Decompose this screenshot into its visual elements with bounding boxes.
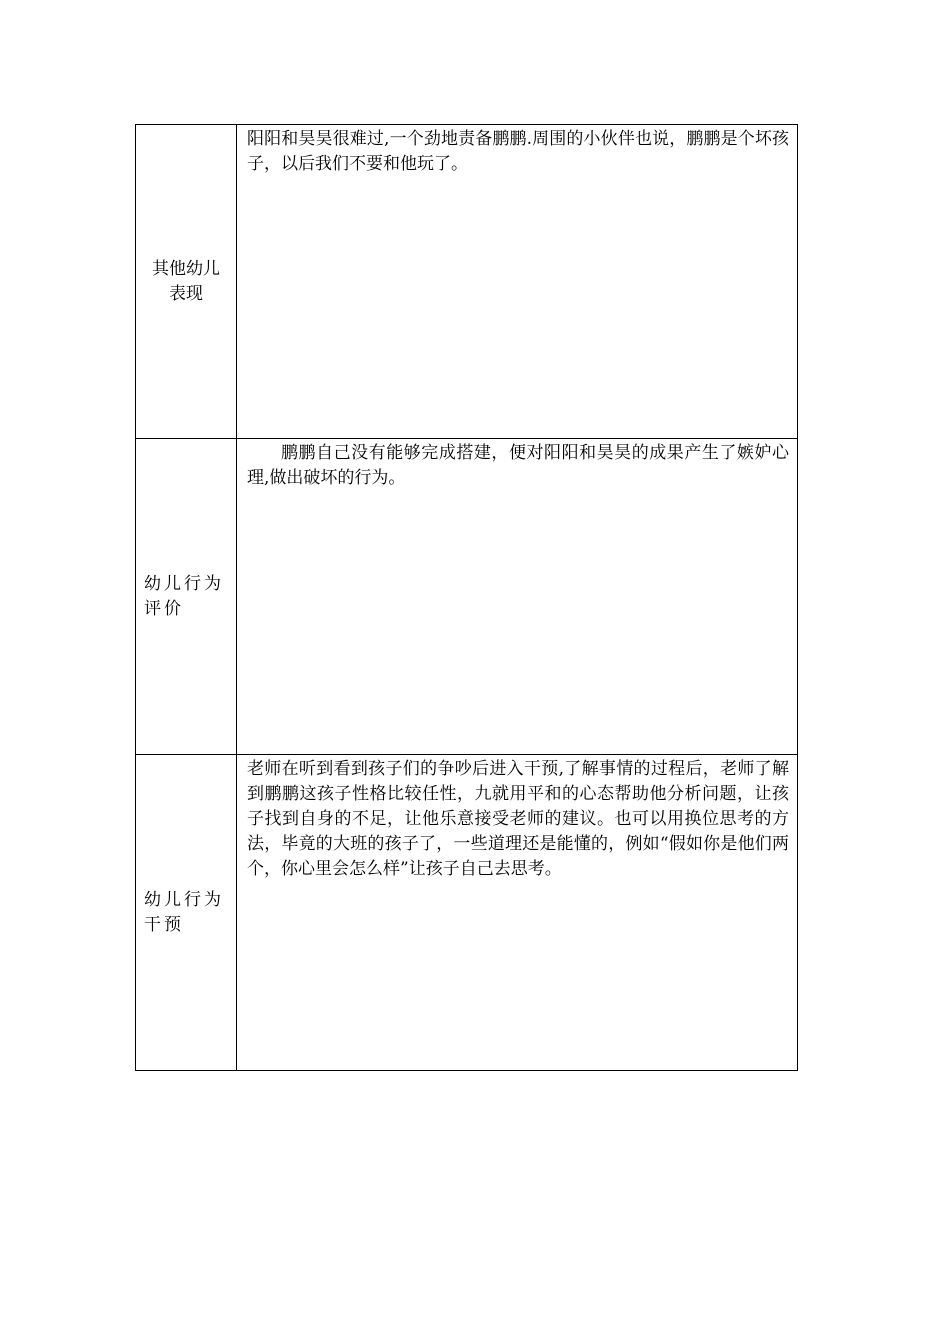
row-label-cell — [136, 125, 237, 439]
table-row-behavior-intervention — [136, 755, 798, 1071]
row-content-cell — [237, 125, 798, 439]
row-label-line1: 幼儿行为 — [144, 573, 224, 594]
observation-record-table — [135, 124, 798, 1071]
row-label-line2: 表现 — [169, 283, 203, 304]
table-row-behavior-evaluation — [136, 439, 798, 755]
row-content-cell — [237, 755, 798, 1071]
row-label-cell — [136, 755, 237, 1071]
row-content-text: 阳阳和昊昊很难过,一个劲地责备鹏鹏.周围的小伙伴也说，鹏鹏是个坏孩子，以后我们不要和他玩了。 — [247, 129, 789, 174]
row-label-cell — [136, 439, 237, 755]
row-label-line2: 评价 — [144, 598, 184, 619]
row-content-text: 鹏鹏自己没有能够完成搭建，便对阳阳和昊昊的成果产生了嫉妒心理,做出破坏的行为。 — [247, 443, 789, 488]
row-content-cell — [237, 439, 798, 755]
row-content-text: 老师在听到看到孩子们的争吵后进入干预,了解事情的过程后，老师了解到鹏鹏这孩子性格比较任性，九就用平和的心态帮助他分析问题，让孩子找到自身的不足，让他乐意接受老师的建议。也可以用换位思考的方法，毕竟的大班的孩子了，一些道理还是能懂的，例如“假如你是他们两个，你心里会怎么样”让孩子自己去思考。 — [247, 759, 789, 879]
row-label-line1: 其他幼儿 — [152, 258, 220, 279]
table-row-other-children — [136, 125, 798, 439]
row-label-line2: 干预 — [144, 914, 184, 935]
row-label-line1: 幼儿行为 — [144, 889, 224, 910]
